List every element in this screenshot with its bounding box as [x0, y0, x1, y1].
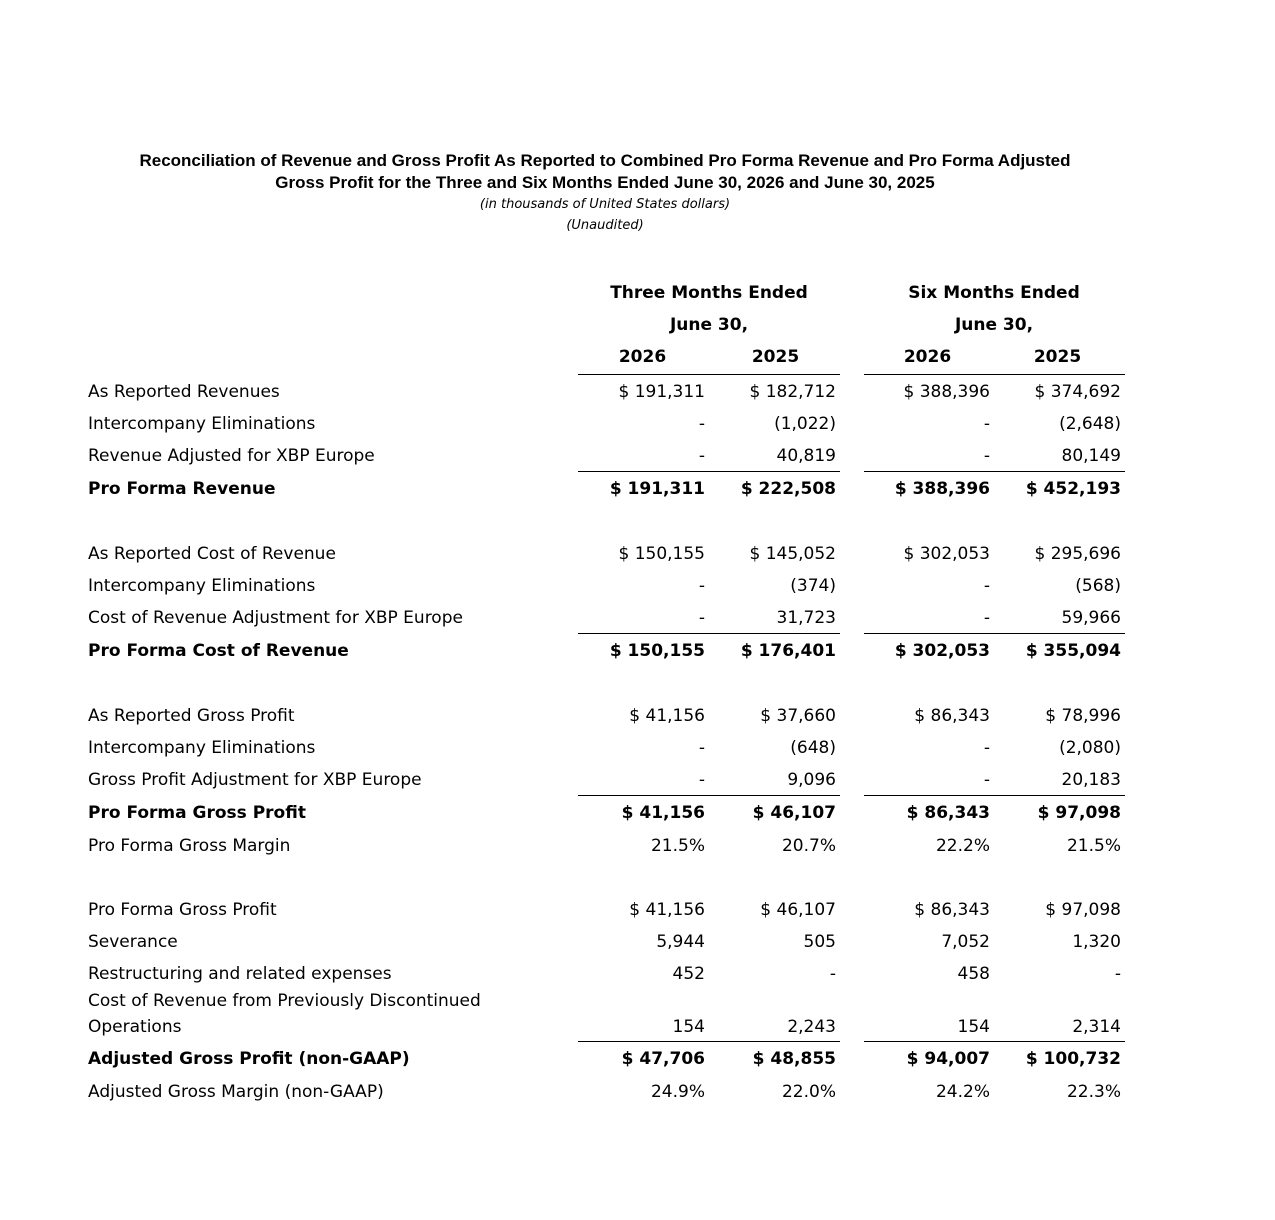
- cell-3m-2025: $ 145,052: [749, 544, 836, 564]
- report-header: [60, 150, 1150, 236]
- cell-3m-2025: 40,819: [776, 446, 836, 466]
- cell-3m-2025: 22.0%: [781, 1082, 836, 1102]
- header-year-3m-2025: 2025: [751, 347, 800, 367]
- cell-6m-2025: (2,648): [1059, 414, 1121, 434]
- cell-3m-2026: -: [698, 738, 705, 758]
- row-label: Cost of Revenue from Previously Discontinued Operations: [88, 991, 481, 1037]
- cell-6m-2026: -: [983, 576, 990, 596]
- cell-6m-2025: (2,080): [1059, 738, 1121, 758]
- header-three-months: Three Months Ended: [610, 283, 808, 303]
- cell-3m-2026: 154: [672, 1017, 705, 1037]
- header-six-months-date: June 30,: [954, 315, 1034, 335]
- cell-3m-2025: $ 46,107: [752, 803, 836, 823]
- row-label: Intercompany Eliminations: [88, 738, 316, 758]
- cell-6m-2026: -: [983, 414, 990, 434]
- row-label: Restructuring and related expenses: [88, 964, 392, 984]
- cell-6m-2025: $ 97,098: [1045, 900, 1121, 920]
- cell-3m-2026: $ 41,156: [629, 706, 705, 726]
- header-six-months: Six Months Ended: [908, 283, 1080, 303]
- rule-revenue-right: [864, 471, 1125, 472]
- cell-3m-2025: $ 176,401: [740, 641, 836, 661]
- rule-gross-right: [864, 795, 1125, 796]
- cell-6m-2025: 2,314: [1072, 1017, 1121, 1037]
- row-label: Severance: [88, 932, 178, 952]
- rule-gross-left: [578, 795, 840, 796]
- rule-cost-left: [578, 633, 840, 634]
- row-label-total: Pro Forma Cost of Revenue: [88, 641, 349, 661]
- rule-adjusted-left: [578, 1041, 840, 1042]
- row-label: Revenue Adjusted for XBP Europe: [88, 446, 375, 466]
- cell-3m-2025: (1,022): [774, 414, 836, 434]
- cell-6m-2026: $ 94,007: [906, 1049, 990, 1069]
- units-note: (in thousands of United States dollars): [479, 197, 731, 212]
- cell-3m-2026: 452: [672, 964, 705, 984]
- cell-6m-2026: -: [983, 770, 990, 790]
- cell-3m-2026: $ 47,706: [621, 1049, 705, 1069]
- unaudited-note: (Unaudited): [566, 218, 644, 233]
- row-label: As Reported Gross Profit: [88, 706, 295, 726]
- row-label-total: Adjusted Gross Profit (non-GAAP): [88, 1049, 410, 1069]
- cell-3m-2026: -: [698, 446, 705, 466]
- cell-6m-2025: 59,966: [1061, 608, 1121, 628]
- cell-3m-2025: $ 222,508: [740, 479, 836, 499]
- cell-3m-2025: 505: [803, 932, 836, 952]
- cell-3m-2026: $ 41,156: [621, 803, 705, 823]
- cell-3m-2026: 5,944: [656, 932, 705, 952]
- row-label-total: Pro Forma Gross Profit: [88, 803, 306, 823]
- cell-6m-2025: $ 355,094: [1025, 641, 1121, 661]
- cell-3m-2025: $ 37,660: [760, 706, 836, 726]
- row-label: Pro Forma Gross Profit: [88, 900, 277, 920]
- rule-cost-right: [864, 633, 1125, 634]
- cell-6m-2026: -: [983, 446, 990, 466]
- row-label: Adjusted Gross Margin (non-GAAP): [88, 1082, 384, 1102]
- cell-6m-2025: 20,183: [1061, 770, 1121, 790]
- cell-6m-2026: 22.2%: [935, 836, 990, 856]
- cell-3m-2026: -: [698, 770, 705, 790]
- report-title-line-2: Gross Profit for the Three and Six Months Ended June 30, 2026 and June 30, 2025: [275, 173, 935, 192]
- rule-header-left: [578, 374, 840, 375]
- cell-6m-2026: $ 388,396: [903, 382, 990, 402]
- cell-6m-2025: $ 100,732: [1025, 1049, 1121, 1069]
- cell-6m-2025: 21.5%: [1066, 836, 1121, 856]
- row-label: Pro Forma Gross Margin: [88, 836, 291, 856]
- cell-3m-2025: $ 46,107: [760, 900, 836, 920]
- cell-6m-2026: $ 302,053: [903, 544, 990, 564]
- cell-3m-2026: $ 191,311: [609, 479, 705, 499]
- row-label: As Reported Revenues: [88, 382, 280, 402]
- cell-3m-2025: -: [829, 964, 836, 984]
- cell-3m-2026: $ 191,311: [618, 382, 705, 402]
- cell-3m-2026: -: [698, 576, 705, 596]
- cell-6m-2025: $ 97,098: [1037, 803, 1121, 823]
- cell-3m-2026: -: [698, 608, 705, 628]
- cell-6m-2026: $ 86,343: [914, 900, 990, 920]
- header-three-months-date: June 30,: [669, 315, 749, 335]
- cell-3m-2025: 20.7%: [781, 836, 836, 856]
- row-label: Cost of Revenue Adjustment for XBP Europe: [88, 608, 463, 628]
- rule-revenue-left: [578, 471, 840, 472]
- rule-header-right: [864, 374, 1125, 375]
- cell-3m-2025: 9,096: [787, 770, 836, 790]
- cell-6m-2025: $ 78,996: [1045, 706, 1121, 726]
- cell-3m-2026: 24.9%: [650, 1082, 705, 1102]
- cell-3m-2025: 2,243: [787, 1017, 836, 1037]
- cell-3m-2025: $ 182,712: [749, 382, 836, 402]
- header-year-6m-2025: 2025: [1033, 347, 1082, 367]
- cell-3m-2026: $ 41,156: [629, 900, 705, 920]
- cell-3m-2026: 21.5%: [650, 836, 705, 856]
- cell-6m-2025: -: [1114, 964, 1121, 984]
- report-title-line-1: Reconciliation of Revenue and Gross Profit As Reported to Combined Pro Forma Revenue and Pro Forma Adjusted: [139, 151, 1071, 170]
- cell-6m-2026: -: [983, 738, 990, 758]
- cell-6m-2025: 1,320: [1072, 932, 1121, 952]
- cell-3m-2026: $ 150,155: [618, 544, 705, 564]
- cell-3m-2026: $ 150,155: [609, 641, 705, 661]
- row-label-total: Pro Forma Revenue: [88, 479, 276, 499]
- cell-6m-2026: 7,052: [941, 932, 990, 952]
- cell-6m-2026: $ 388,396: [894, 479, 990, 499]
- row-label: Intercompany Eliminations: [88, 414, 316, 434]
- cell-6m-2025: $ 374,692: [1034, 382, 1121, 402]
- header-year-3m-2026: 2026: [618, 347, 667, 367]
- cell-6m-2025: (568): [1075, 576, 1121, 596]
- cell-6m-2025: $ 295,696: [1034, 544, 1121, 564]
- row-label: Intercompany Eliminations: [88, 576, 316, 596]
- cell-6m-2025: 22.3%: [1066, 1082, 1121, 1102]
- rule-adjusted-right: [864, 1041, 1125, 1042]
- cell-6m-2026: 458: [957, 964, 990, 984]
- cell-6m-2026: $ 86,343: [906, 803, 990, 823]
- row-label: As Reported Cost of Revenue: [88, 544, 336, 564]
- cell-6m-2026: -: [983, 608, 990, 628]
- cell-3m-2025: (648): [790, 738, 836, 758]
- cell-6m-2026: $ 86,343: [914, 706, 990, 726]
- cell-3m-2025: (374): [790, 576, 836, 596]
- cell-6m-2025: 80,149: [1061, 446, 1121, 466]
- cell-3m-2025: $ 48,855: [752, 1049, 836, 1069]
- cell-3m-2026: -: [698, 414, 705, 434]
- row-label: Gross Profit Adjustment for XBP Europe: [88, 770, 422, 790]
- cell-6m-2025: $ 452,193: [1025, 479, 1121, 499]
- cell-6m-2026: $ 302,053: [894, 641, 990, 661]
- cell-6m-2026: 24.2%: [935, 1082, 990, 1102]
- cell-3m-2025: 31,723: [776, 608, 836, 628]
- cell-6m-2026: 154: [957, 1017, 990, 1037]
- header-year-6m-2026: 2026: [903, 347, 952, 367]
